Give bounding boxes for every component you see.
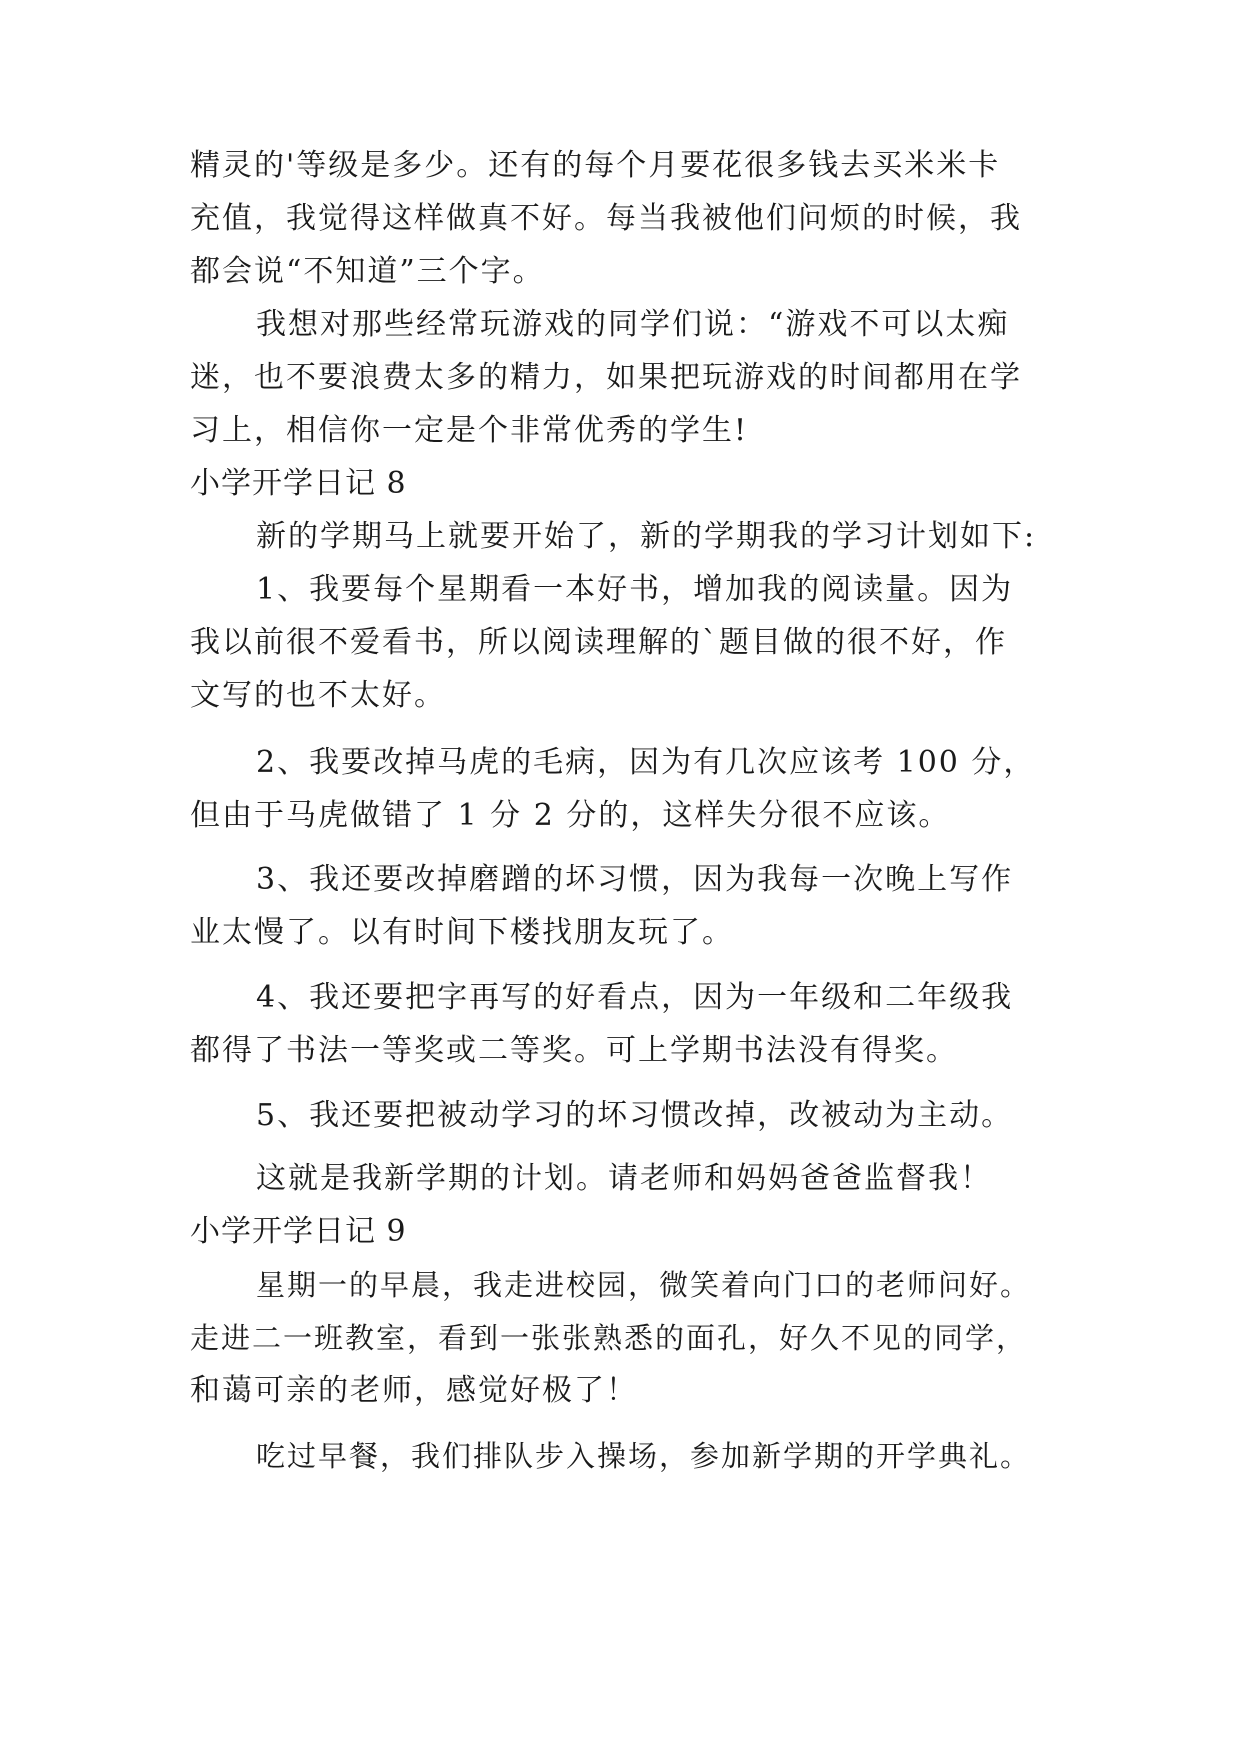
paragraph-line: 这就是我新学期的计划。请老师和妈妈爸爸监督我！ — [256, 1161, 992, 1196]
list-item-line: 但由于马虎做错了 1 分 2 分的，这样失分很不应该。 — [190, 798, 951, 833]
list-item-line: 3、我还要改掉磨蹭的坏习惯，因为我每一次晚上写作 — [256, 862, 1014, 897]
list-item-line: 我以前很不爱看书，所以阅读理解的`题目做的很不好，作 — [190, 625, 1007, 660]
list-item-line: 4、我还要把字再写的好看点，因为一年级和二年级我 — [256, 980, 1014, 1015]
paragraph-line: 我想对那些经常玩游戏的同学们说：“游戏不可以太痴 — [256, 307, 1010, 342]
paragraph-line: 新的学期马上就要开始了，新的学期我的学习计划如下: — [256, 519, 1037, 554]
paragraph-line: 迷，也不要浪费太多的精力，如果把玩游戏的时间都用在学 — [190, 360, 1022, 395]
list-item-line: 文写的也不太好。 — [190, 678, 446, 713]
section-heading: 小学开学日记 9 — [190, 1214, 407, 1249]
list-item-line: 5、我还要把被动学习的坏习惯改掉，改被动为主动。 — [256, 1098, 1014, 1133]
paragraph-line: 习上，相信你一定是个非常优秀的学生! — [190, 413, 749, 448]
list-item-line: 2、我要改掉马虎的毛病，因为有几次应该考 100 分， — [256, 745, 1036, 780]
paragraph-line: 都会说“不知道”三个字。 — [190, 254, 545, 289]
paragraph-line: 和蔼可亲的老师，感觉好极了！ — [190, 1373, 638, 1408]
list-item-line: 都得了书法一等奖或二等奖。可上学期书法没有得奖。 — [190, 1033, 958, 1068]
list-item-line: 1、我要每个星期看一本好书，增加我的阅读量。因为 — [256, 572, 1014, 607]
paragraph-line: 吃过早餐，我们排队步入操场，参加新学期的开学典礼。 — [256, 1439, 1032, 1473]
paragraph-line: 星期一的早晨，我走进校园，微笑着向门口的老师问好。 — [256, 1268, 1032, 1302]
list-item-line: 业太慢了。以有时间下楼找朋友玩了。 — [190, 915, 734, 950]
paragraph-line: 充值，我觉得这样做真不好。每当我被他们问烦的时候，我 — [190, 201, 1022, 236]
section-heading: 小学开学日记 8 — [190, 466, 407, 501]
paragraph-line: 精灵的'等级是多少。还有的每个月要花很多钱去买米米卡 — [190, 148, 1001, 183]
paragraph-line: 走进二一班教室，看到一张张熟悉的面孔，好久不见的同学， — [190, 1321, 1028, 1355]
